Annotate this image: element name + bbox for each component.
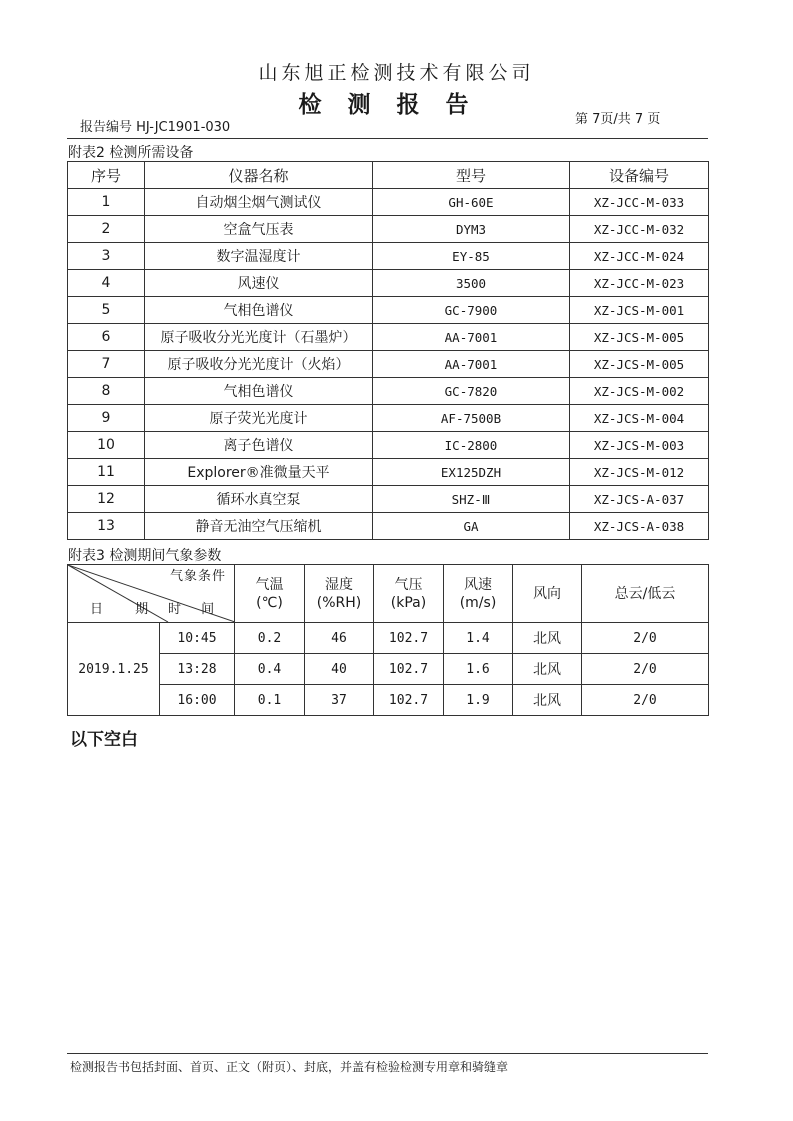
- cell-wind-direction: 北风: [513, 654, 582, 685]
- table-row: [68, 432, 709, 459]
- column-header: 湿度 (%RH): [305, 565, 374, 623]
- corner-label-time: 时 间: [168, 602, 223, 617]
- cell-pressure: 102.7: [374, 654, 444, 685]
- cell-instrument-name: 原子荧光光度计: [145, 405, 373, 432]
- cell-index: 4: [68, 270, 145, 297]
- cell-equipment-id: XZ-JCS-M-001: [570, 297, 709, 324]
- cell-wind-speed: 1.6: [444, 654, 513, 685]
- blank-note: 以下空白: [70, 730, 138, 750]
- table-row: [68, 351, 709, 378]
- table-row: [68, 685, 709, 716]
- table-row: [68, 513, 709, 540]
- column-header: 风向: [513, 565, 582, 623]
- cell-model: IC-2800: [373, 432, 570, 459]
- cell-cloud: 2/0: [582, 685, 709, 716]
- cell-model: AF-7500B: [373, 405, 570, 432]
- column-header: 型号: [373, 162, 570, 189]
- cell-temperature: 0.1: [235, 685, 305, 716]
- footer-rule: [67, 1053, 708, 1054]
- cell-equipment-id: XZ-JCS-M-012: [570, 459, 709, 486]
- cell-index: 9: [68, 405, 145, 432]
- cell-wind-direction: 北风: [513, 623, 582, 654]
- cell-humidity: 40: [305, 654, 374, 685]
- cell-temperature: 0.4: [235, 654, 305, 685]
- table-header-row: [68, 565, 709, 623]
- cell-index: 12: [68, 486, 145, 513]
- cell-pressure: 102.7: [374, 685, 444, 716]
- cell-humidity: 37: [305, 685, 374, 716]
- cell-instrument-name: 原子吸收分光光度计（石墨炉）: [145, 324, 373, 351]
- cell-model: DYM3: [373, 216, 570, 243]
- cell-instrument-name: Explorer®准微量天平: [145, 459, 373, 486]
- table-row: [68, 654, 709, 685]
- cell-index: 8: [68, 378, 145, 405]
- cell-cloud: 2/0: [582, 623, 709, 654]
- cell-index: 6: [68, 324, 145, 351]
- company-name: 山东旭正检测技术有限公司: [258, 62, 535, 84]
- weather-caption: 附表3 检测期间气象参数: [68, 548, 222, 564]
- cell-time: 10:45: [160, 623, 235, 654]
- cell-index: 10: [68, 432, 145, 459]
- cell-index: 1: [68, 189, 145, 216]
- cell-model: EY-85: [373, 243, 570, 270]
- cell-equipment-id: XZ-JCS-A-037: [570, 486, 709, 513]
- cell-equipment-id: XZ-JCC-M-032: [570, 216, 709, 243]
- header-rule: [67, 138, 708, 139]
- table-row: [68, 405, 709, 432]
- cell-instrument-name: 风速仪: [145, 270, 373, 297]
- cell-model: GA: [373, 513, 570, 540]
- cell-model: 3500: [373, 270, 570, 297]
- table-row: [68, 623, 709, 654]
- cell-index: 3: [68, 243, 145, 270]
- cell-equipment-id: XZ-JCS-M-002: [570, 378, 709, 405]
- cell-instrument-name: 循环水真空泵: [145, 486, 373, 513]
- cell-index: 13: [68, 513, 145, 540]
- corner-label-date: 日 期: [90, 602, 163, 617]
- column-header: 总云/低云: [582, 565, 709, 623]
- column-header: 序号: [68, 162, 145, 189]
- cell-instrument-name: 静音无油空气压缩机: [145, 513, 373, 540]
- cell-equipment-id: XZ-JCS-M-005: [570, 324, 709, 351]
- column-header: 气压 (kPa): [374, 565, 444, 623]
- cell-instrument-name: 气相色谱仪: [145, 378, 373, 405]
- cell-wind-speed: 1.4: [444, 623, 513, 654]
- page-number: 第 7页/共 7 页: [575, 112, 661, 127]
- cell-humidity: 46: [305, 623, 374, 654]
- equipment-caption: 附表2 检测所需设备: [68, 145, 194, 161]
- cell-date: 2019.1.25: [68, 623, 160, 716]
- footer-note: 检测报告书包括封面、首页、正文（附页）、封底，并盖有检验检测专用章和骑缝章: [70, 1060, 509, 1074]
- corner-label-weather: 气象条件: [169, 569, 226, 584]
- cell-model: AA-7001: [373, 324, 570, 351]
- cell-instrument-name: 自动烟尘烟气测试仪: [145, 189, 373, 216]
- cell-time: 16:00: [160, 685, 235, 716]
- cell-wind-direction: 北风: [513, 685, 582, 716]
- cell-model: AA-7001: [373, 351, 570, 378]
- cell-instrument-name: 原子吸收分光光度计（火焰）: [145, 351, 373, 378]
- column-header: 气温 (℃): [235, 565, 305, 623]
- equipment-table: [67, 161, 709, 540]
- cell-model: SHZ-Ⅲ: [373, 486, 570, 513]
- cell-instrument-name: 数字温湿度计: [145, 243, 373, 270]
- table-row: [68, 216, 709, 243]
- cell-equipment-id: XZ-JCS-M-005: [570, 351, 709, 378]
- table-row: [68, 270, 709, 297]
- cell-temperature: 0.2: [235, 623, 305, 654]
- cell-model: GC-7820: [373, 378, 570, 405]
- column-header: 仪器名称: [145, 162, 373, 189]
- cell-index: 2: [68, 216, 145, 243]
- weather-table: [67, 564, 709, 716]
- cell-equipment-id: XZ-JCS-M-004: [570, 405, 709, 432]
- cell-instrument-name: 空盒气压表: [145, 216, 373, 243]
- cell-equipment-id: XZ-JCC-M-023: [570, 270, 709, 297]
- cell-time: 13:28: [160, 654, 235, 685]
- cell-index: 11: [68, 459, 145, 486]
- table-header-row: [68, 162, 709, 189]
- table-row: [68, 297, 709, 324]
- table-row: [68, 243, 709, 270]
- cell-cloud: 2/0: [582, 654, 709, 685]
- table-row: [68, 378, 709, 405]
- table-row: [68, 459, 709, 486]
- table-row: [68, 189, 709, 216]
- column-header: 风速 (m/s): [444, 565, 513, 623]
- cell-model: GH-60E: [373, 189, 570, 216]
- diagonal-header-cell: [68, 565, 235, 623]
- cell-equipment-id: XZ-JCS-M-003: [570, 432, 709, 459]
- cell-equipment-id: XZ-JCC-M-033: [570, 189, 709, 216]
- cell-model: EX125DZH: [373, 459, 570, 486]
- cell-index: 5: [68, 297, 145, 324]
- cell-instrument-name: 离子色谱仪: [145, 432, 373, 459]
- cell-equipment-id: XZ-JCC-M-024: [570, 243, 709, 270]
- table-row: [68, 486, 709, 513]
- cell-model: GC-7900: [373, 297, 570, 324]
- cell-pressure: 102.7: [374, 623, 444, 654]
- cell-wind-speed: 1.9: [444, 685, 513, 716]
- table-row: [68, 324, 709, 351]
- cell-equipment-id: XZ-JCS-A-038: [570, 513, 709, 540]
- column-header: 设备编号: [570, 162, 709, 189]
- report-title: 检测报告: [298, 91, 495, 118]
- cell-index: 7: [68, 351, 145, 378]
- cell-instrument-name: 气相色谱仪: [145, 297, 373, 324]
- report-number: 报告编号 HJ-JC1901-030: [80, 120, 231, 135]
